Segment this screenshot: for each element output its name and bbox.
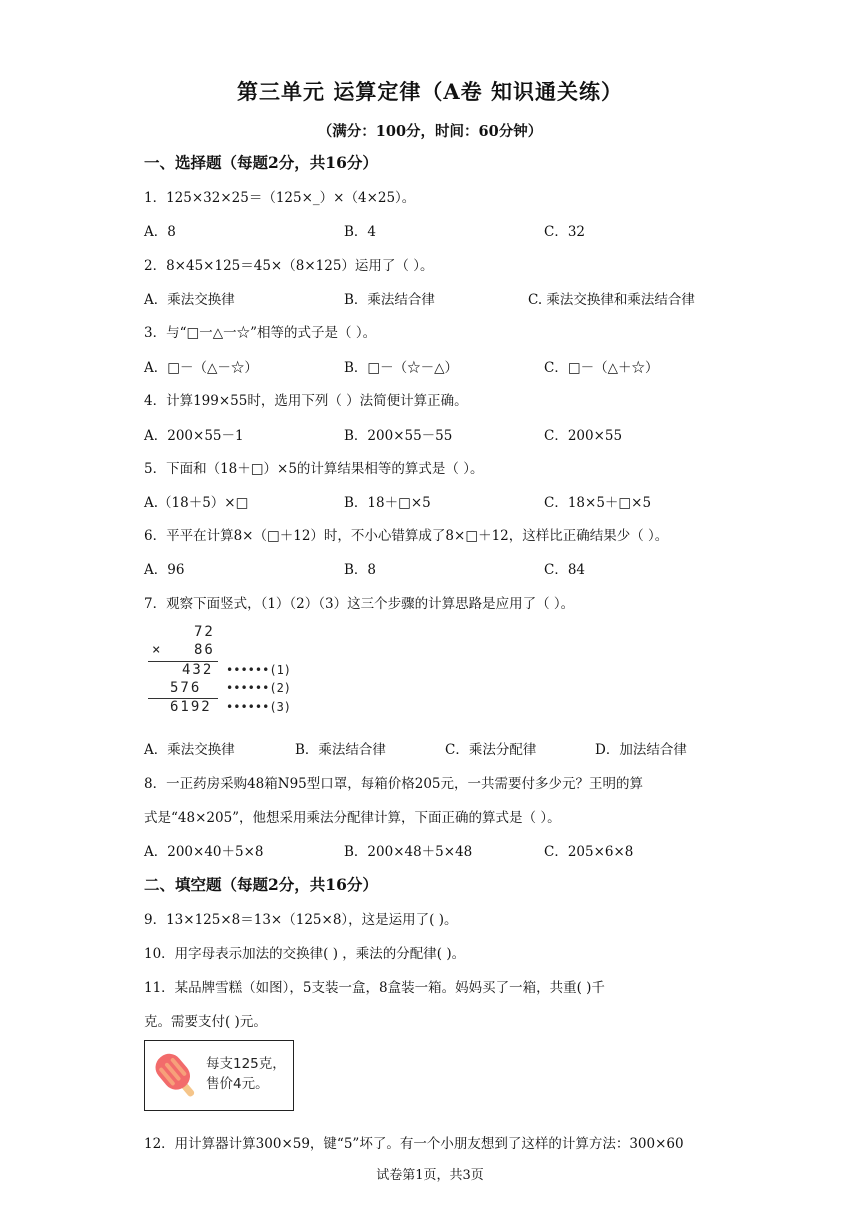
question-7-option-d: D．加法结合律 [595,742,687,758]
question-8-option-b: B．200×48＋5×48 [344,844,473,860]
vertical-multiplier: 86 [194,642,215,658]
question-7-option-b: B．乘法结合律 [295,742,386,758]
question-1-option-c: C．32 [544,224,586,240]
question-12: 12．用计算器计算300×59，键“5”坏了。有一个小朋友想到了这样的计算方法：300×60 [144,1136,684,1152]
step-marker-1: ••••••(1) [226,663,292,677]
question-4-option-a: A．200×55－1 [144,428,244,444]
question-9: 9．13×125×8＝13×（125×8），这是运用了( )。 [144,912,458,928]
vertical-multiplicand: 72 [194,624,215,640]
popsicle-icon [151,1049,203,1103]
page-footer: 试卷第1页，共3页 [376,1168,484,1183]
question-3-option-a: A．□－（△－☆） [144,360,258,376]
question-3-stem: 3．与“□一△一☆”相等的式子是（ ）。 [144,325,377,341]
step-marker-3: ••••••(3) [226,700,292,714]
question-11-line-1: 11．某品牌雪糕（如图），5支装一盒，8盒装一箱。妈妈买了一箱，共重( )千 [144,980,605,996]
question-8-option-a: A．200×40＋5×8 [144,844,264,860]
partial-product-1: 432 [182,662,214,678]
question-3-option-c: C．□－（△＋☆） [544,360,659,376]
question-4-option-b: B．200×55－55 [344,428,453,444]
question-2-option-a: A．乘法交换律 [144,292,235,308]
multiply-sign: × [152,642,163,658]
question-1-option-b: B．4 [344,224,377,240]
section-choice-heading: 一、选择题（每题2分，共16分） [144,153,378,172]
question-8-stem-line-2: 式是“48×205”，他想采用乘法分配律计算，下面正确的算式是（ ）。 [144,810,561,826]
question-1-option-a: A．8 [144,224,176,240]
question-5-option-c: C．18×5＋□×5 [544,495,652,511]
question-7-option-c: C．乘法分配律 [445,742,537,758]
question-4-option-c: C．200×55 [544,428,623,444]
vertical-result: 6192 [170,699,212,715]
question-2-option-c: C. 乘法交换律和乘法结合律 [528,292,695,308]
question-6-option-b: B．8 [344,562,377,578]
partial-product-2: 576 [170,680,202,696]
question-8-stem-line-1: 8．一正药房采购48箱N95型口罩，每箱价格205元，一共需要付多少元？王明的算 [144,776,644,792]
question-2-stem: 2．8×45×125＝45×（8×125）运用了（ ）。 [144,258,434,274]
page-subtitle: （满分：100分，时间：60分钟） [317,123,543,140]
question-5-option-a: A.（18＋5）×□ [144,495,249,511]
question-6-option-c: C．84 [544,562,586,578]
question-4-stem: 4．计算199×55时，选用下列（ ）法简便计算正确。 [144,393,468,409]
question-3-option-b: B．□－（☆－△） [344,360,459,376]
question-7-option-a: A．乘法交换律 [144,742,235,758]
question-5-stem: 5．下面和（18＋□）×5的计算结果相等的算式是（ ）。 [144,461,484,477]
icecream-price-text: 售价4元。 [206,1076,269,1092]
section-fill-heading: 二、填空题（每题2分，共16分） [144,875,378,894]
question-6-stem: 6．平平在计算8×（□＋12）时，不小心错算成了8×□＋12，这样比正确结果少（ ）。 [144,528,669,544]
question-8-option-c: C．205×6×8 [544,844,634,860]
icecream-card-text [206,1054,286,1094]
vertical-multiplication [144,622,304,722]
question-11-line-2: 克。需要支付( )元。 [144,1014,267,1030]
question-1-stem: 1．125×32×25＝（125×_）×（4×25）。 [144,190,416,206]
question-2-option-b: B．乘法结合律 [344,292,435,308]
icecream-weight-text: 每支125克， [206,1056,286,1072]
question-6-option-a: A．96 [144,562,185,578]
question-7-stem: 7．观察下面竖式，（1）（2）（3）这三个步骤的计算思路是应用了（ ）。 [144,596,575,612]
question-5-option-b: B．18＋□×5 [344,495,431,511]
step-marker-2: ••••••(2) [226,681,292,695]
icecream-info-card [144,1040,294,1111]
question-10: 10．用字母表示加法的交换律( ) ，乘法的分配律( )。 [144,946,466,962]
page-title: 第三单元 运算定律（A卷 知识通关练） [237,79,623,104]
